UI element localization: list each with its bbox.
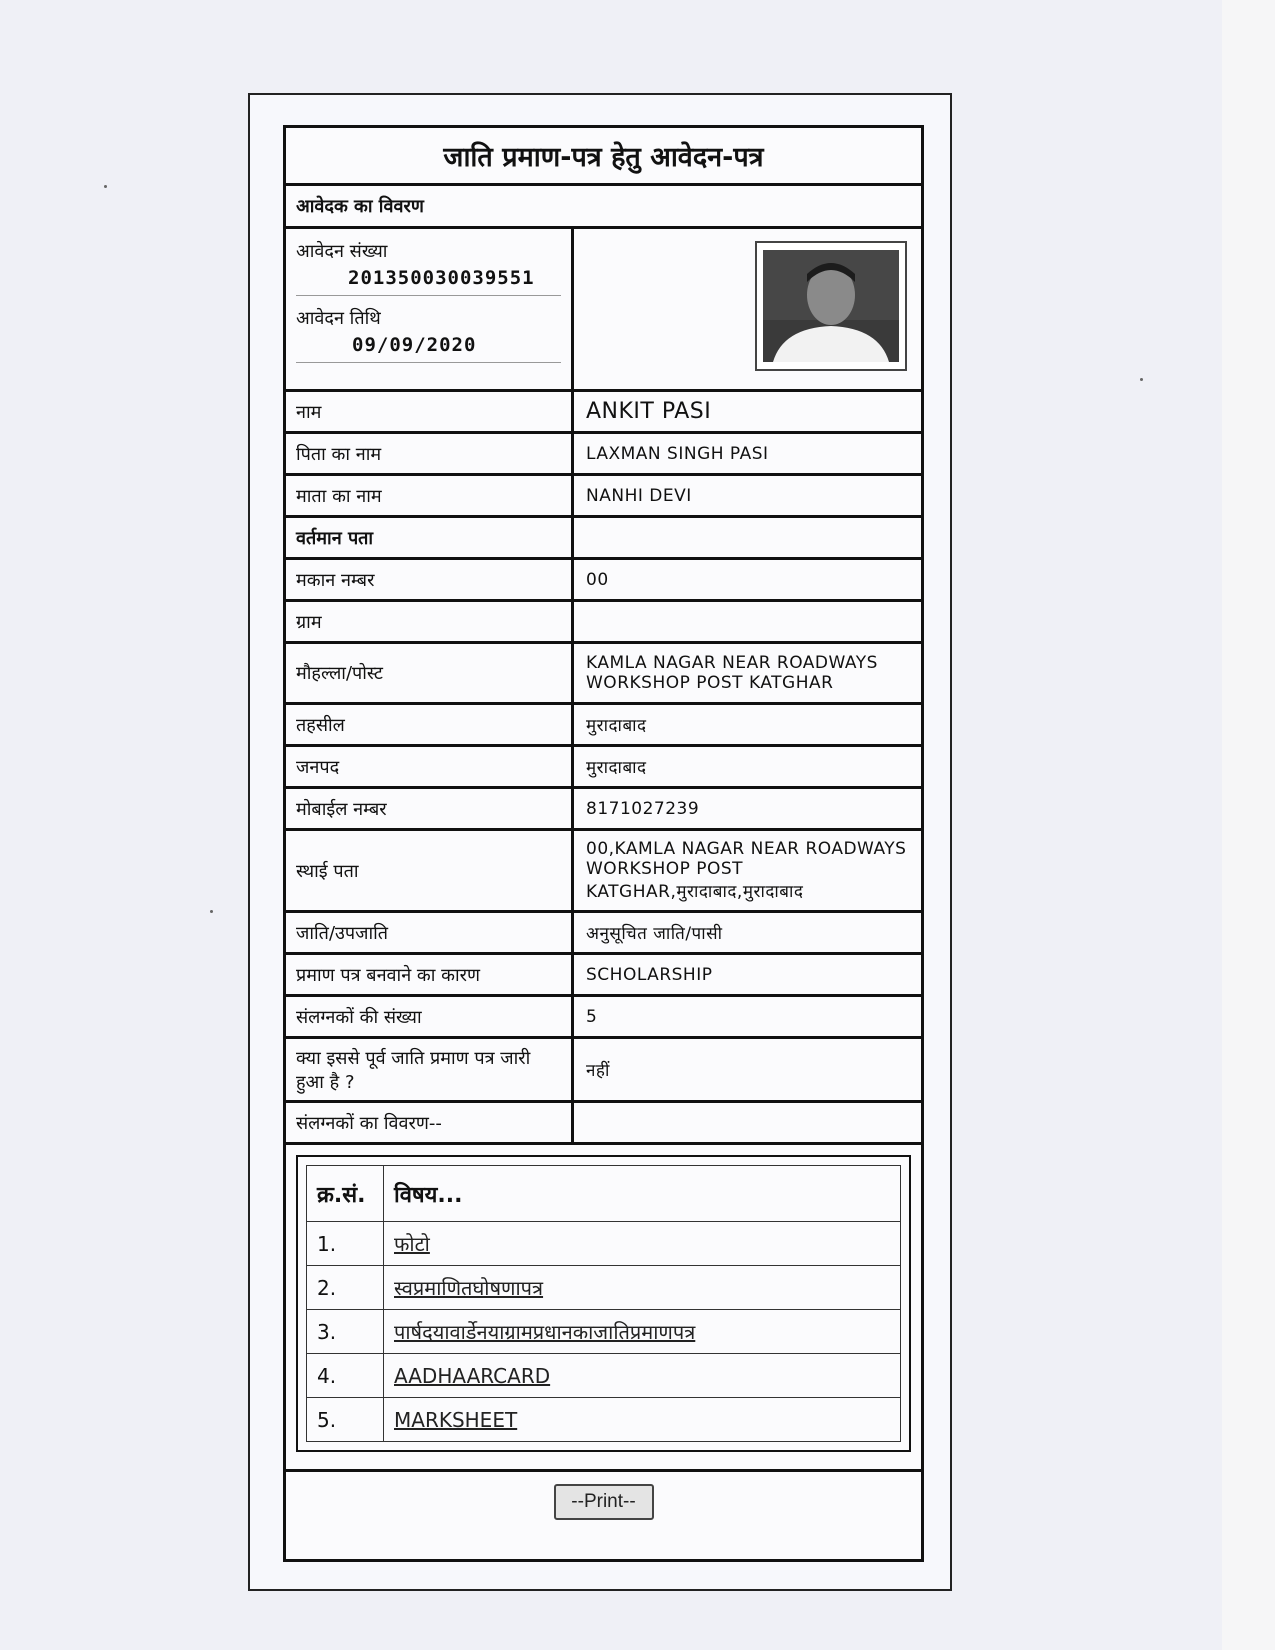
attachment-cell xyxy=(384,1222,901,1266)
attachment-serial: 2. xyxy=(307,1266,384,1310)
detail-label: प्रमाण पत्र बनवाने का कारण xyxy=(286,955,574,994)
detail-row xyxy=(286,1103,921,1145)
scan-speck xyxy=(210,910,213,913)
detail-value xyxy=(574,602,921,641)
detail-value: 5 xyxy=(586,1006,598,1027)
detail-label: मकान नम्बर xyxy=(286,560,574,599)
detail-row xyxy=(286,913,921,955)
detail-label: जाति/उपजाति xyxy=(286,913,574,952)
attachments-table-frame xyxy=(296,1155,911,1452)
detail-row xyxy=(286,747,921,789)
table-row xyxy=(307,1398,901,1442)
application-info xyxy=(286,229,574,389)
detail-value: 00 xyxy=(586,569,609,590)
detail-value: 00,KAMLA NAGAR NEAR ROADWAYS WORKSHOP POST KATGHAR,मुरादाबाद,मुरादाबाद xyxy=(586,839,907,902)
detail-value: नहीं xyxy=(586,1061,610,1081)
attachment-serial: 1. xyxy=(307,1222,384,1266)
detail-value: 8171027239 xyxy=(586,798,700,819)
detail-label: मोबाईल नम्बर xyxy=(286,789,574,828)
detail-row xyxy=(286,434,921,476)
detail-row xyxy=(286,831,921,913)
detail-label: ग्राम xyxy=(286,602,574,641)
attachment-link[interactable]: MARKSHEET xyxy=(394,1407,518,1432)
print-button[interactable]: --Print-- xyxy=(554,1484,654,1520)
detail-row xyxy=(286,560,921,602)
table-row xyxy=(307,1266,901,1310)
detail-label: संलग्नकों की संख्या xyxy=(286,997,574,1036)
detail-row xyxy=(286,644,921,705)
column-header-sn: क्र.सं. xyxy=(307,1166,384,1222)
application-number: 20135003003955​1 xyxy=(296,263,561,296)
detail-value: SCHOLARSHIP xyxy=(586,964,713,985)
applicant-photo xyxy=(763,250,899,362)
detail-row xyxy=(286,997,921,1039)
detail-row xyxy=(286,955,921,997)
detail-label: क्या इससे पूर्व जाति प्रमाण पत्र जारी हुआ है ? xyxy=(286,1039,574,1100)
detail-value xyxy=(574,1103,921,1142)
application-header-block xyxy=(286,229,921,392)
detail-row xyxy=(286,476,921,518)
detail-row xyxy=(286,705,921,747)
caste-certificate-application-form xyxy=(283,125,924,1562)
detail-value: मुरादाबाद xyxy=(586,758,647,778)
detail-value: KAMLA NAGAR NEAR ROADWAYS WORKSHOP POST KATGHAR xyxy=(586,653,878,693)
detail-row xyxy=(286,1039,921,1103)
detail-value: अनुसूचित जाति/पासी xyxy=(586,924,723,944)
attachment-serial: 3. xyxy=(307,1310,384,1354)
detail-value: मुरादाबाद xyxy=(586,716,647,736)
attachment-cell xyxy=(384,1354,901,1398)
detail-label: माता का नाम xyxy=(286,476,574,515)
detail-row xyxy=(286,789,921,831)
detail-label: मौहल्ला/पोस्ट xyxy=(286,644,574,702)
application-number-label: आवेदन संख्या xyxy=(296,241,388,262)
attachment-link[interactable]: पार्षदयावार्डेनयाग्रामप्रधानकाजातिप्रमाणपत्र xyxy=(394,1320,696,1344)
detail-label: संलग्नकों का विवरण-- xyxy=(286,1103,574,1142)
attachment-cell xyxy=(384,1266,901,1310)
scan-speck xyxy=(104,185,107,188)
photo-cell xyxy=(574,229,921,389)
attachments-section xyxy=(286,1145,921,1472)
table-row xyxy=(307,1222,901,1266)
applicant-photo-frame xyxy=(755,241,907,371)
detail-row xyxy=(286,518,921,560)
details-rows xyxy=(286,392,921,1145)
detail-value: NANHI DEVI xyxy=(586,485,692,506)
scan-speck xyxy=(1140,378,1143,381)
attachment-serial: 5. xyxy=(307,1398,384,1442)
detail-value: ANKIT PASI xyxy=(586,399,712,424)
table-row xyxy=(307,1354,901,1398)
attachment-link[interactable]: स्वप्रमाणितघोषणापत्र xyxy=(394,1276,544,1300)
detail-label: जनपद xyxy=(286,747,574,786)
attachment-link[interactable]: AADHAARCARD xyxy=(394,1363,551,1388)
attachments-table xyxy=(306,1165,901,1442)
detail-value xyxy=(574,518,921,557)
application-date: 09/09/2020 xyxy=(296,330,561,363)
detail-label: तहसील xyxy=(286,705,574,744)
attachment-cell xyxy=(384,1398,901,1442)
detail-row xyxy=(286,392,921,434)
attachment-cell xyxy=(384,1310,901,1354)
form-title: जाति प्रमाण-पत्र हेतु आवेदन-पत्र xyxy=(286,128,921,186)
table-header-row xyxy=(307,1166,901,1222)
detail-value: LAXMAN SINGH PASI xyxy=(586,443,769,464)
column-header-subject: विषय... xyxy=(384,1166,901,1222)
application-date-label: आवेदन तिथि xyxy=(296,308,381,329)
detail-row xyxy=(286,602,921,644)
attachment-link[interactable]: फोटो xyxy=(394,1232,430,1256)
detail-label: नाम xyxy=(286,392,574,431)
table-row xyxy=(307,1310,901,1354)
detail-label: वर्तमान पता xyxy=(286,518,574,557)
print-row xyxy=(286,1472,921,1532)
attachment-serial: 4. xyxy=(307,1354,384,1398)
detail-label: स्थाई पता xyxy=(286,831,574,910)
scan-edge xyxy=(1222,0,1275,1650)
section-title: आवेदक का विवरण xyxy=(286,186,921,229)
detail-label: पिता का नाम xyxy=(286,434,574,473)
